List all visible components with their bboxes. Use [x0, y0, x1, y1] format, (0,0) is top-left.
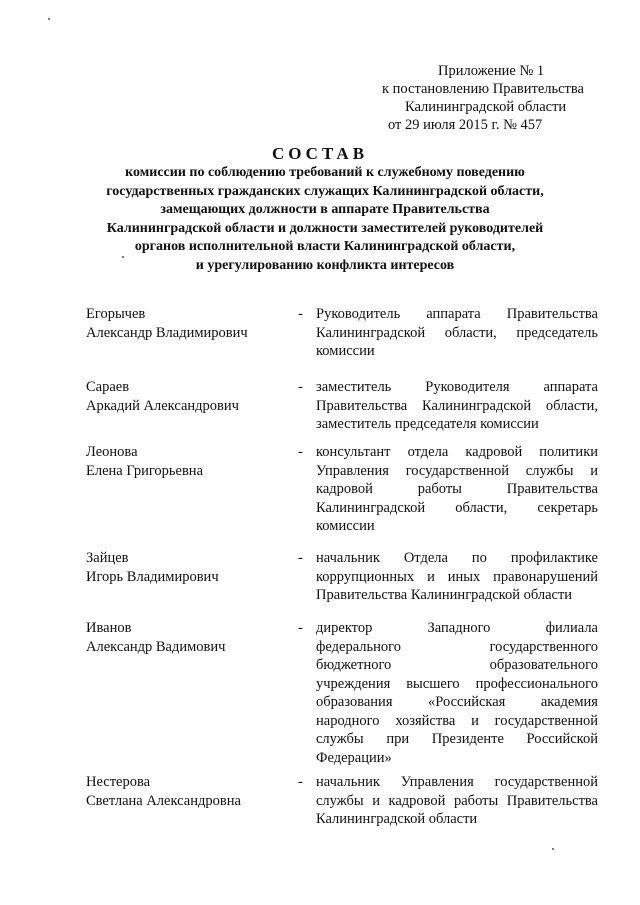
role-line	[316, 586, 598, 605]
member-dash: -	[298, 774, 303, 790]
role-word: хозяйства	[395, 712, 456, 729]
role-word: Президенте	[431, 731, 504, 747]
role-word: области,	[444, 324, 497, 341]
role-word: службы	[525, 462, 574, 479]
role-word: области,	[455, 499, 508, 516]
role-line	[316, 499, 598, 518]
role-word: государственного	[489, 638, 598, 655]
subtitle-line: комиссии по соблюдению требований к служебному поведению	[125, 165, 525, 180]
subtitle-line: Калининградской области и должности заместителей руководителей	[106, 220, 544, 236]
member-surname: Иванов	[86, 620, 132, 636]
member-surname: Сараев	[86, 379, 130, 395]
role-line	[316, 480, 598, 499]
member-name	[86, 619, 286, 656]
role-word: области,	[545, 397, 598, 414]
role-word: консультант	[316, 444, 391, 460]
role-word: Федерации»	[316, 749, 392, 766]
role-word: кадровой	[465, 444, 523, 460]
role-word: Правительства Калининградской области	[316, 587, 573, 603]
member-role	[316, 549, 598, 605]
role-word: директор	[316, 620, 373, 636]
role-word: и	[590, 462, 598, 479]
role-word: Управления	[400, 774, 474, 790]
member-name	[86, 443, 286, 480]
role-line	[316, 549, 598, 568]
subtitle-line: замещающих должности в аппарате Правительства	[160, 202, 490, 217]
role-word: отдела	[407, 444, 449, 460]
role-word: при	[386, 731, 410, 747]
role-word: профессионального	[475, 675, 598, 692]
role-word: народного	[316, 712, 380, 729]
document-subtitle	[60, 164, 590, 275]
role-word: правонарушений	[493, 568, 598, 585]
role-line	[316, 415, 598, 434]
role-word: кадровой	[316, 481, 373, 497]
member-given-names: Елена Григорьевна	[86, 462, 204, 479]
role-word: Руководитель	[316, 306, 401, 322]
appendix-region: Калининградской области	[405, 99, 567, 115]
appendix-number: Приложение № 1	[438, 63, 545, 79]
member-name	[86, 378, 286, 415]
role-word: образовательного	[489, 657, 598, 673]
member-role	[316, 305, 598, 361]
role-word: работы	[417, 481, 462, 497]
role-word: Управления	[316, 462, 389, 479]
member-name	[86, 305, 286, 342]
role-word: филиала	[545, 620, 598, 636]
role-line	[316, 638, 598, 657]
role-line	[316, 749, 598, 768]
role-word: профилактике	[510, 550, 598, 566]
role-line	[316, 305, 598, 324]
member-dash: -	[298, 306, 303, 322]
scan-speck	[48, 18, 50, 20]
role-word: аппарата	[543, 379, 598, 395]
scan-speck	[552, 848, 554, 850]
document-title: СОСТАВ	[271, 144, 369, 163]
appendix-header	[372, 62, 612, 134]
role-word: Западного	[427, 620, 491, 636]
role-line	[316, 342, 598, 361]
role-word: Руководителя	[425, 379, 510, 395]
role-word: политики	[539, 444, 598, 460]
role-line	[316, 324, 598, 343]
role-word: по	[471, 550, 487, 566]
role-line	[316, 443, 598, 462]
role-word: бюджетного	[316, 657, 392, 673]
role-line	[316, 773, 598, 792]
role-word: академия	[540, 694, 598, 710]
member-dash: -	[298, 379, 303, 395]
role-line	[316, 378, 598, 397]
role-word: работы	[454, 792, 499, 809]
role-word: начальник	[316, 550, 380, 566]
role-word: комиссии	[316, 343, 375, 359]
role-word: заместитель	[316, 379, 392, 395]
role-word: федерального	[316, 638, 401, 655]
role-word: аппарата	[426, 306, 481, 322]
role-word: заместитель председателя комиссии	[316, 416, 539, 432]
scan-speck	[122, 256, 124, 258]
member-surname: Егорычев	[86, 306, 146, 322]
subtitle-line: и урегулированию конфликта интересов	[195, 257, 455, 273]
role-line	[316, 568, 598, 587]
role-word: Правительства	[316, 397, 408, 414]
role-word: Калининградской	[422, 397, 532, 414]
appendix-date: от 29 июля 2015 г. № 457	[388, 117, 543, 133]
role-word: Правительства	[506, 481, 598, 497]
role-word: «Российская	[428, 694, 506, 710]
role-line	[316, 712, 598, 731]
role-word: председатель	[516, 324, 598, 341]
role-word: образования	[316, 694, 393, 710]
role-word: Калининградской	[316, 324, 426, 341]
subtitle-line: органов исполнительной власти Калининградской области,	[134, 239, 516, 254]
member-dash: -	[298, 444, 303, 460]
member-given-names: Аркадий Александрович	[86, 397, 239, 414]
role-word: Калининградской	[316, 499, 426, 516]
role-word: учреждения	[316, 675, 391, 692]
role-word: начальник	[316, 774, 380, 790]
member-given-names: Александр Владимирович	[86, 324, 248, 341]
role-word: Отдела	[403, 550, 448, 566]
role-word: кадровой	[388, 792, 446, 809]
role-word: секретарь	[537, 499, 598, 516]
member-role	[316, 619, 598, 767]
member-dash: -	[298, 550, 303, 566]
role-word: и	[372, 792, 380, 809]
member-name	[86, 549, 286, 586]
role-word: государственной	[405, 462, 510, 479]
member-surname: Леонова	[86, 444, 138, 460]
role-line	[316, 675, 598, 694]
member-role	[316, 443, 598, 536]
role-line	[316, 619, 598, 638]
role-line	[316, 810, 598, 829]
member-given-names: Александр Вадимович	[86, 638, 226, 655]
role-word: и	[427, 568, 435, 585]
role-line	[316, 517, 598, 536]
role-word: службы	[316, 792, 364, 809]
subtitle-line: государственных гражданских служащих Калининградской области,	[106, 183, 544, 199]
role-line	[316, 730, 598, 749]
role-word: Российской	[526, 731, 598, 747]
role-word: иных	[447, 568, 481, 585]
role-line	[316, 792, 598, 811]
role-word: службы	[316, 731, 364, 747]
role-word: Правительства	[506, 306, 598, 322]
member-role	[316, 773, 598, 829]
role-word: высшего	[406, 675, 460, 692]
role-line	[316, 656, 598, 675]
member-name	[86, 773, 286, 810]
member-dash: -	[298, 620, 303, 636]
role-word: государственной	[494, 712, 598, 729]
role-word: Калининградской области	[316, 811, 478, 827]
role-line	[316, 693, 598, 712]
appendix-resolution: к постановлению Правительства	[382, 81, 584, 97]
member-surname: Зайцев	[86, 550, 129, 566]
role-word: комиссии	[316, 518, 375, 534]
role-word: государственной	[494, 774, 598, 790]
role-word: Правительства	[506, 792, 598, 809]
role-word: коррупционных	[316, 568, 415, 585]
member-given-names: Светлана Александровна	[86, 792, 241, 809]
role-line	[316, 462, 598, 481]
role-word: и	[471, 712, 479, 729]
member-given-names: Игорь Владимирович	[86, 568, 219, 585]
role-line	[316, 397, 598, 416]
member-surname: Нестерова	[86, 774, 151, 790]
member-role	[316, 378, 598, 434]
